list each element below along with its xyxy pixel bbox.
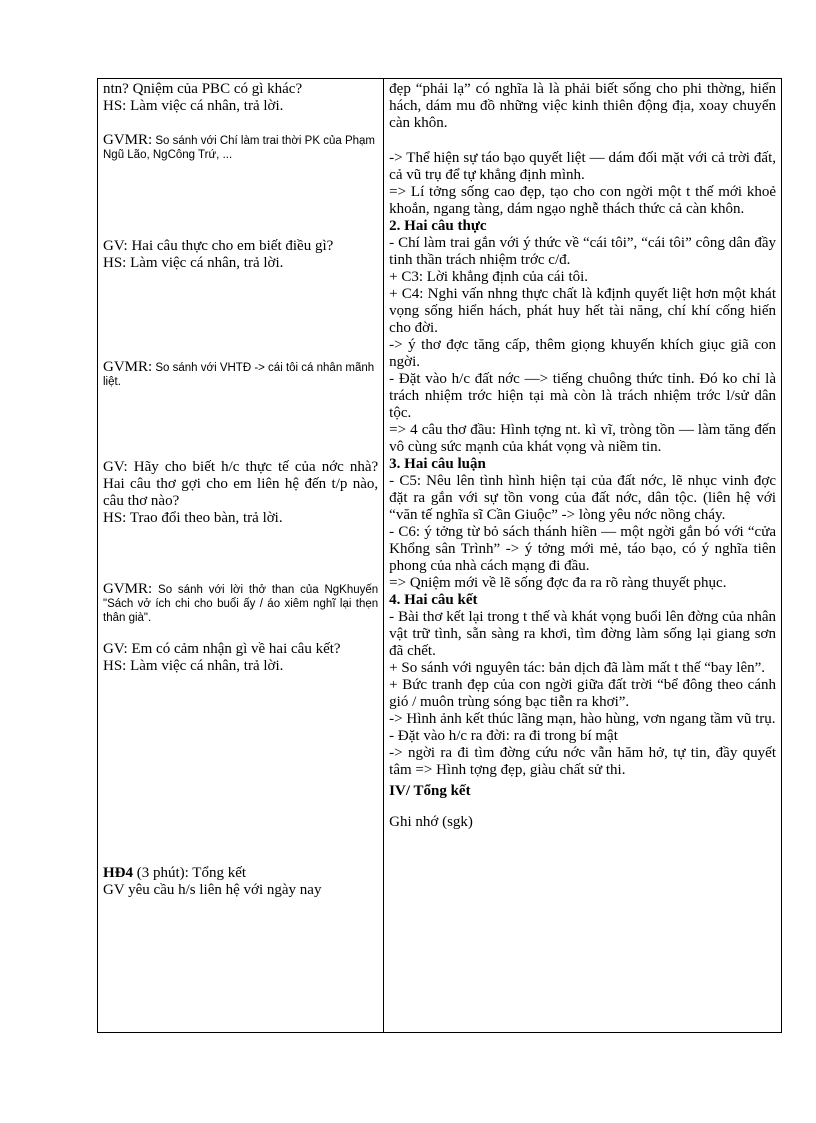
text-block: - C6: ý tởng từ bỏ sách thánh hiền — một ngời gắn bó với “cửa Khổng sân Trình” -> ý tởng mới mẻ, táo bạo, có ý nghĩa tiên phong của nhà cách mạng đi đầu. bbox=[389, 524, 776, 574]
section-heading: IV/ Tổng kết bbox=[389, 783, 471, 799]
text-block: - Chí làm trai gắn với ý thức về “cái tôi”, “cái tôi” công dân đầy tinh thần trách nhiệm trớc c/đ. bbox=[389, 235, 776, 268]
section-heading: 4. Hai câu kết bbox=[389, 592, 478, 608]
text-block: => Qniệm mới về lẽ sống đợc đa ra rõ ràng thuyết phục. bbox=[389, 575, 727, 591]
text-block: + C3: Lời khẳng định của cái tôi. bbox=[389, 269, 589, 285]
section-heading: 3. Hai câu luận bbox=[389, 456, 486, 472]
note-text: So sánh với VHTĐ -> cái tôi cá nhân mãnh liệt. bbox=[103, 362, 375, 388]
gvmr-label: GVMR: bbox=[103, 132, 153, 148]
hd4-label: HĐ4 bbox=[103, 865, 133, 881]
text-block: -> ý thơ đợc tăng cấp, thêm giọng khuyến khích giục giã con ngời. bbox=[389, 337, 776, 370]
text-block: GV: Hai câu thực cho em biết điều gì? bbox=[103, 238, 334, 254]
note-text: So sánh với lời thở than của NgKhuyến "Sách vở ích chi cho buổi ấy / áo xiêm nghĩ lại thẹn thân già". bbox=[103, 584, 379, 624]
content-column bbox=[384, 79, 781, 1032]
gvmr-note bbox=[103, 360, 378, 389]
text-block: + C4: Nghi vấn nhng thực chất là kđịnh quyết liệt hơn một khát vọng sống hiển hách, phát huy hết tài năng, chí khí cống hiến cho đời. bbox=[389, 286, 776, 336]
text-block: - Bài thơ kết lại trong t thế và khát vọng buổi lên đờng của nhân vật trữ tình, sẵn sàng ra khơi, tìm đờng làm sống lại giang sơn đã chết. bbox=[389, 609, 776, 659]
text-block: -> Thể hiện sự táo bạo quyết liệt — dám đối mặt với cả trời đất, cả vũ trụ để tự khẳng định mình. bbox=[389, 150, 776, 183]
text-block: HS: Làm việc cá nhân, trả lời. bbox=[103, 255, 284, 271]
text-block: GV: Em có cảm nhận gì về hai câu kết? bbox=[103, 641, 341, 657]
teacher-activity-column bbox=[98, 79, 384, 1032]
text-block: -> ngời ra đi tìm đờng cứu nớc vẫn hăm hở, tự tin, đầy quyết tâm => Hình tợng đẹp, giàu chất sử thi. bbox=[389, 745, 776, 778]
text-block: + Bức tranh đẹp của con ngời giữa đất trời “bể đông theo cánh gió / muôn trùng sóng bạc tiễn ra khơi”. bbox=[389, 677, 776, 710]
text-block: GV: Hãy cho biết h/c thực tế của nớc nhà? Hai câu thơ gợi cho em liên hệ đến t/p nào, câu thơ nào? bbox=[103, 459, 379, 509]
text-block: - C5: Nêu lên tình hình hiện tại của đất nớc, lẽ nhục vinh đợc đặt ra gắn với sự tồn vong của đất nớc, dân tộc. (liên hệ với “văn tế nghĩa sĩ Cần Giuộc” -> lòng yêu nớc nồng cháy. bbox=[389, 473, 776, 523]
text-block: - Đặt vào h/c ra đời: ra đi trong bí mật bbox=[389, 728, 618, 744]
text-block: đẹp “phải lạ” có nghĩa là là phải biết sống cho phi thờng, hiển hách, dám mu đồ những việc kinh thiên động địa, xoay chuyển càn khôn. bbox=[389, 81, 776, 131]
text-block: HS: Làm việc cá nhân, trả lời. bbox=[103, 98, 284, 114]
text-block: - Đặt vào h/c đất nớc —> tiếng chuông thức tỉnh. Đó ko chỉ là trách nhiệm trớc hiện tại mà còn là trách nhiệm trớc l/sử dân tộc. bbox=[389, 371, 776, 421]
text-block: => Lí tởng sống cao đẹp, tạo cho con ngời một t thế mới khoẻ khoắn, ngang tàng, dám ngạo nghễ thách thức cả càn khôn. bbox=[389, 184, 776, 217]
gvmr-label: GVMR: bbox=[103, 581, 153, 597]
note-text: So sánh với Chí làm trai thời PK của Phạm Ngũ Lão, NgCông Trứ, ... bbox=[103, 135, 375, 161]
lesson-table bbox=[97, 78, 782, 1033]
text-block: HS: Làm việc cá nhân, trả lời. bbox=[103, 658, 284, 674]
activity-heading bbox=[103, 865, 378, 882]
activity-text: (3 phút): Tổng kết bbox=[133, 865, 247, 881]
gvmr-label: GVMR: bbox=[103, 359, 153, 375]
text-block: -> Hình ảnh kết thúc lãng mạn, hào hùng, vơn ngang tầm vũ trụ. bbox=[389, 711, 776, 727]
gvmr-note bbox=[103, 582, 378, 625]
text-block: => 4 câu thơ đầu: Hình tợng nt. kì vĩ, tròng tồn — làm tăng đến vô cùng sức mạnh của khát vọng và niềm tin. bbox=[389, 422, 776, 455]
text-block: Ghi nhớ (sgk) bbox=[389, 814, 473, 830]
text-block: + So sánh với nguyên tác: bản dịch đã làm mất t thế “bay lên”. bbox=[389, 660, 766, 676]
text-block: GV yêu cầu h/s liên hệ với ngày nay bbox=[103, 882, 322, 898]
gvmr-note bbox=[103, 133, 378, 162]
text-block: ntn? Qniệm của PBC có gì khác? bbox=[103, 81, 303, 97]
text-block: HS: Trao đổi theo bàn, trả lời. bbox=[103, 510, 283, 526]
section-heading: 2. Hai câu thực bbox=[389, 218, 487, 234]
